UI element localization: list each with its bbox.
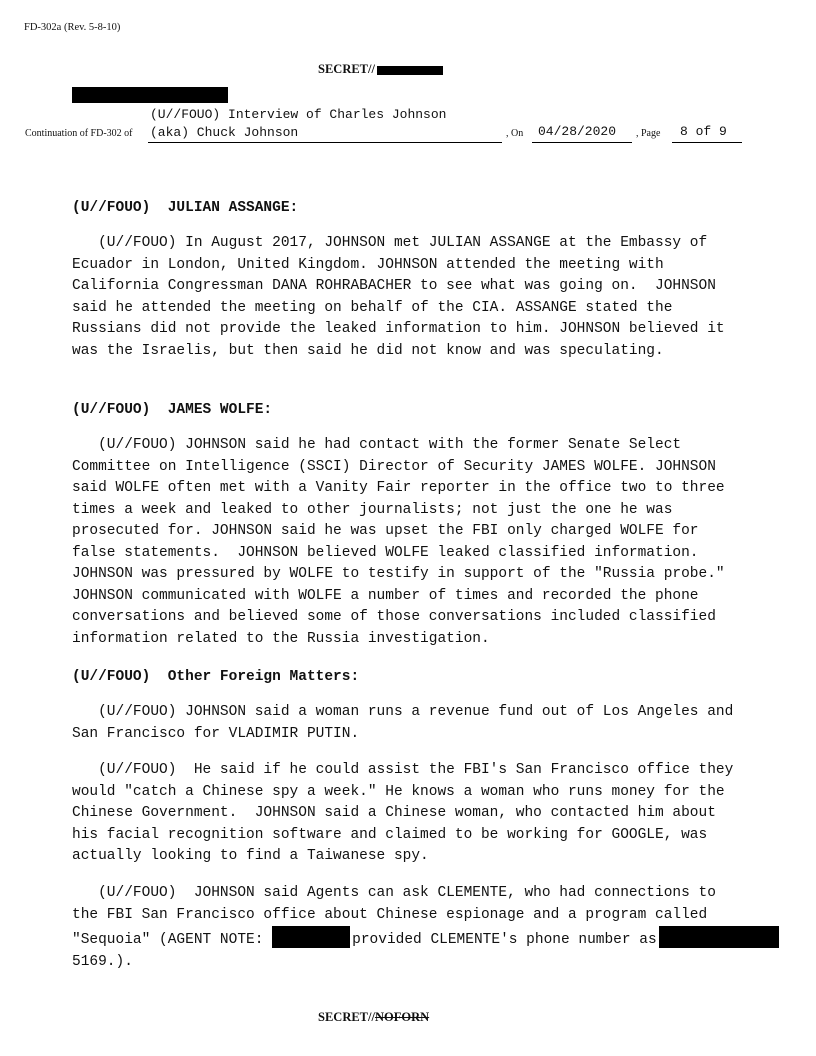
subject-line-2: (aka) Chuck Johnson — [150, 125, 299, 140]
text-line-redacted — [72, 926, 752, 952]
page-label: , Page — [636, 128, 661, 139]
text-line: conversations and believed some of those conversations included classified — [72, 609, 716, 625]
text-line: (U//FOUO) JOHNSON said he had contact with the former Senate Select — [72, 437, 682, 453]
text-line: would "catch a Chinese spy a week." He knows a woman who runs money for the — [72, 783, 725, 800]
text-line: Committee on Intelligence (SSCI) Director of Security JAMES WOLFE. JOHNSON — [72, 458, 716, 475]
paragraph-foreign-2 — [72, 760, 752, 868]
text-line: Chinese Government. JOHNSON said a Chinese woman, who contacted him about — [72, 805, 716, 821]
text-line: Russians did not provide the leaked information to him. JOHNSON believed it — [72, 321, 725, 337]
text-line: said he attended the meeting on behalf of the CIA. ASSANGE stated the — [72, 299, 673, 316]
classification-top — [318, 62, 443, 77]
text-line: prosecuted for. JOHNSON said he was upset the FBI only charged WOLFE for — [72, 523, 699, 539]
text-line: his facial recognition software and claimed to be working for GOOGLE, was — [72, 826, 708, 843]
text-line: was the Israelis, but then said he did not know and was speculating. — [72, 342, 664, 359]
redaction-bar — [659, 926, 779, 948]
form-id: FD-302a (Rev. 5-8-10) — [24, 22, 121, 33]
text-line: said WOLFE often met with a Vanity Fair reporter in the office two to three — [72, 480, 725, 496]
text-line: California Congressman DANA ROHRABACHER to see what was going on. JOHNSON — [72, 278, 716, 294]
classification-text: SECRET// — [318, 62, 375, 76]
on-label: , On — [506, 128, 524, 139]
text-line: (U//FOUO) JOHNSON said a woman runs a revenue fund out of Los Angeles and — [72, 704, 734, 720]
text-line: (U//FOUO) In August 2017, JOHNSON met JULIAN ASSANGE at the Embassy of — [72, 235, 708, 251]
continuation-label: Continuation of FD-302 of — [25, 128, 133, 139]
text-line: (U//FOUO) He said if he could assist the FBI's San Francisco office they — [72, 762, 734, 778]
classification-text: SECRET// — [318, 1010, 375, 1024]
paragraph-wolfe — [72, 435, 752, 650]
page-underline — [672, 142, 742, 143]
text-line: (U//FOUO) JOHNSON said Agents can ask CLEMENTE, who had connections to — [72, 885, 716, 901]
text-line: the FBI San Francisco office about Chinese espionage and a program called — [72, 906, 708, 923]
text-fragment: "Sequoia" (AGENT NOTE: — [72, 932, 273, 948]
section-heading-foreign: (U//FOUO) Other Foreign Matters: — [72, 669, 360, 685]
section-heading-assange: (U//FOUO) JULIAN ASSANGE: — [72, 200, 299, 216]
date-underline — [532, 142, 632, 143]
interview-date: 04/28/2020 — [538, 124, 617, 139]
text-line: actually looking to find a Taiwanese spy. — [72, 848, 429, 864]
text-line: JOHNSON was pressured by WOLFE to testify in support of the "Russia probe." — [72, 566, 725, 582]
text-line: 5169.). — [72, 953, 133, 970]
text-line: false statements. JOHNSON believed WOLFE leaked classified information. — [72, 544, 699, 561]
redaction-bar — [272, 926, 350, 948]
subject-underline — [148, 142, 502, 143]
classification-struck-text: NOFORN — [374, 1010, 430, 1024]
page-number: 8 of 9 — [680, 124, 727, 139]
text-fragment: provided CLEMENTE's phone number as — [352, 932, 657, 948]
text-line: times a week and leaked to other journalists; not just the one he was — [72, 501, 673, 518]
subject-line-1: (U//FOUO) Interview of Charles Johnson — [150, 107, 447, 122]
text-line: San Francisco for VLADIMIR PUTIN. — [72, 725, 360, 742]
paragraph-foreign-3 — [72, 883, 752, 973]
section-heading-wolfe: (U//FOUO) JAMES WOLFE: — [72, 402, 273, 418]
redaction-bar — [377, 66, 443, 75]
classification-bottom — [318, 1010, 429, 1025]
paragraph-foreign-1 — [72, 702, 752, 745]
text-line: JOHNSON communicated with WOLFE a number of times and recorded the phone — [72, 587, 699, 604]
paragraph-assange — [72, 233, 752, 362]
redaction-bar — [72, 87, 228, 103]
text-line: information related to the Russia investigation. — [72, 630, 490, 647]
text-line: Ecuador in London, United Kingdom. JOHNSON attended the meeting with — [72, 256, 664, 273]
